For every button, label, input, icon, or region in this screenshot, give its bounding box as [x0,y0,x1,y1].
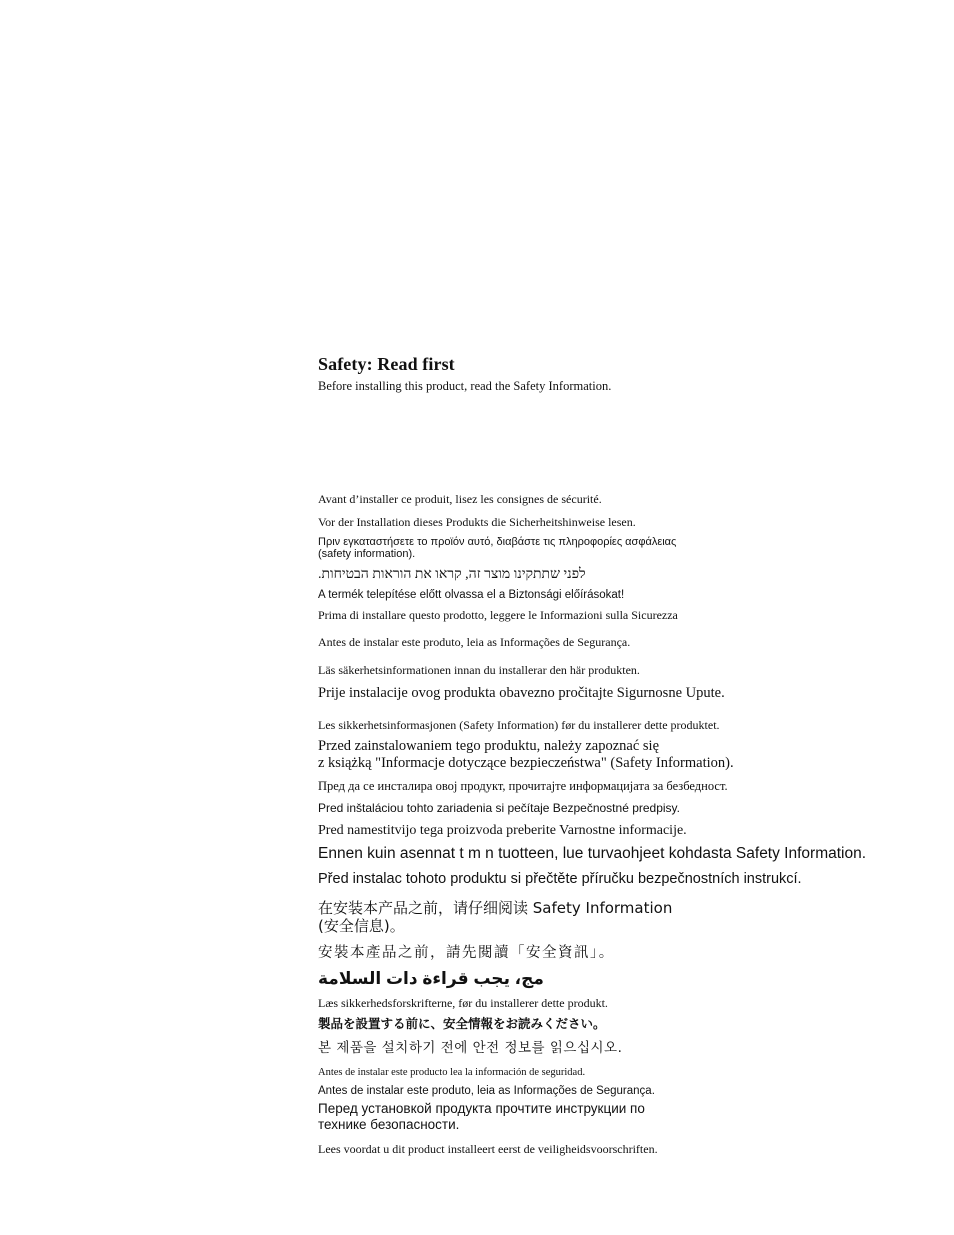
notice-swedish: Läs säkerhetsinformationen innan du installerar den här produkten. [318,663,640,677]
notice-arabic: مج، يجب قراءة دات السلامة [318,969,544,988]
notice-spanish: Antes de instalar este producto lea la información de seguridad. [318,1067,586,1078]
notice-dutch: Lees voordat u dit product installeert eerst de veiligheidsvoorschriften. [318,1142,658,1156]
notice-korean: 본 제품을 설치하기 전에 안전 정보를 읽으십시오. [318,1040,623,1056]
notice-slovenian: Pred namestitvijo tega proizvoda preberite Varnostne informacije. [318,823,687,838]
notice-traditional-chinese: 安裝本產品之前，請先閱讀「安全資訊」。 [318,945,615,961]
notice-polish: Przed zainstalowaniem tego produktu, należy zapoznać się z książką "Informacje dotyczące bezpieczeństwa" (Safety Information). [318,738,734,772]
notice-portuguese-brazil: Antes de instalar este produto, leia as Informações de Segurança. [318,635,631,649]
notice-macedonian: Пред да се инсталира овој продукт, прочитајте информацијата за безбедност. [318,779,728,793]
notice-german: Vor der Installation dieses Produkts die Sicherheitshinweise lesen. [318,515,636,529]
page-subtitle: Before installing this product, read the Safety Information. [318,379,612,393]
notice-italian: Prima di installare questo prodotto, leggere le Informazioni sulla Sicurezza [318,608,678,622]
notice-japanese: 製品を設置する前に、安全情報をお読みください。 [318,1016,606,1031]
notice-hungarian: A termék telepítése előtt olvassa el a Biztonsági előírásokat! [318,589,625,601]
notice-greek: Πριν εγκαταστήσετε το προϊόν αυτό, διαβάστε τις πληροφορίες ασφάλειας (safety information). [318,536,677,561]
notice-danish: Læs sikkerhedsforskrifterne, før du installerer dette produkt. [318,996,608,1010]
notice-czech: Před instalac tohoto produktu si přečtěte příručku bezpečnostních instrukcí. [318,871,802,887]
notice-croatian: Prije instalacije ovog produkta obavezno pročitajte Sigurnosne Upute. [318,685,725,701]
page-title: Safety: Read first [318,354,455,374]
notice-finnish: Ennen kuin asennat t m n tuotteen, lue turvaohjeet kohdasta Safety Information. [318,845,867,862]
notice-portuguese: Antes de instalar este produto, leia as Informações de Segurança. [318,1085,655,1097]
notice-hebrew: לפני שתתקינו מוצר זה, קראו את הוראות הבטיחות. [318,567,586,582]
notice-slovak: Pred inštaláciou tohto zariadenia si pečítaje Bezpečnostné predpisy. [318,801,680,815]
notice-french: Avant d’installer ce produit, lisez les consignes de sécurité. [318,492,602,506]
notice-russian: Перед установкой продукта прочтите инструкции по технике безопасности. [318,1101,645,1132]
notice-norwegian: Les sikkerhetsinformasjonen (Safety Information) før du installerer dette produktet. [318,718,720,732]
notice-simplified-chinese: 在安装本产品之前，请仔细阅读 Safety Information (安全信息)。 [318,899,673,935]
